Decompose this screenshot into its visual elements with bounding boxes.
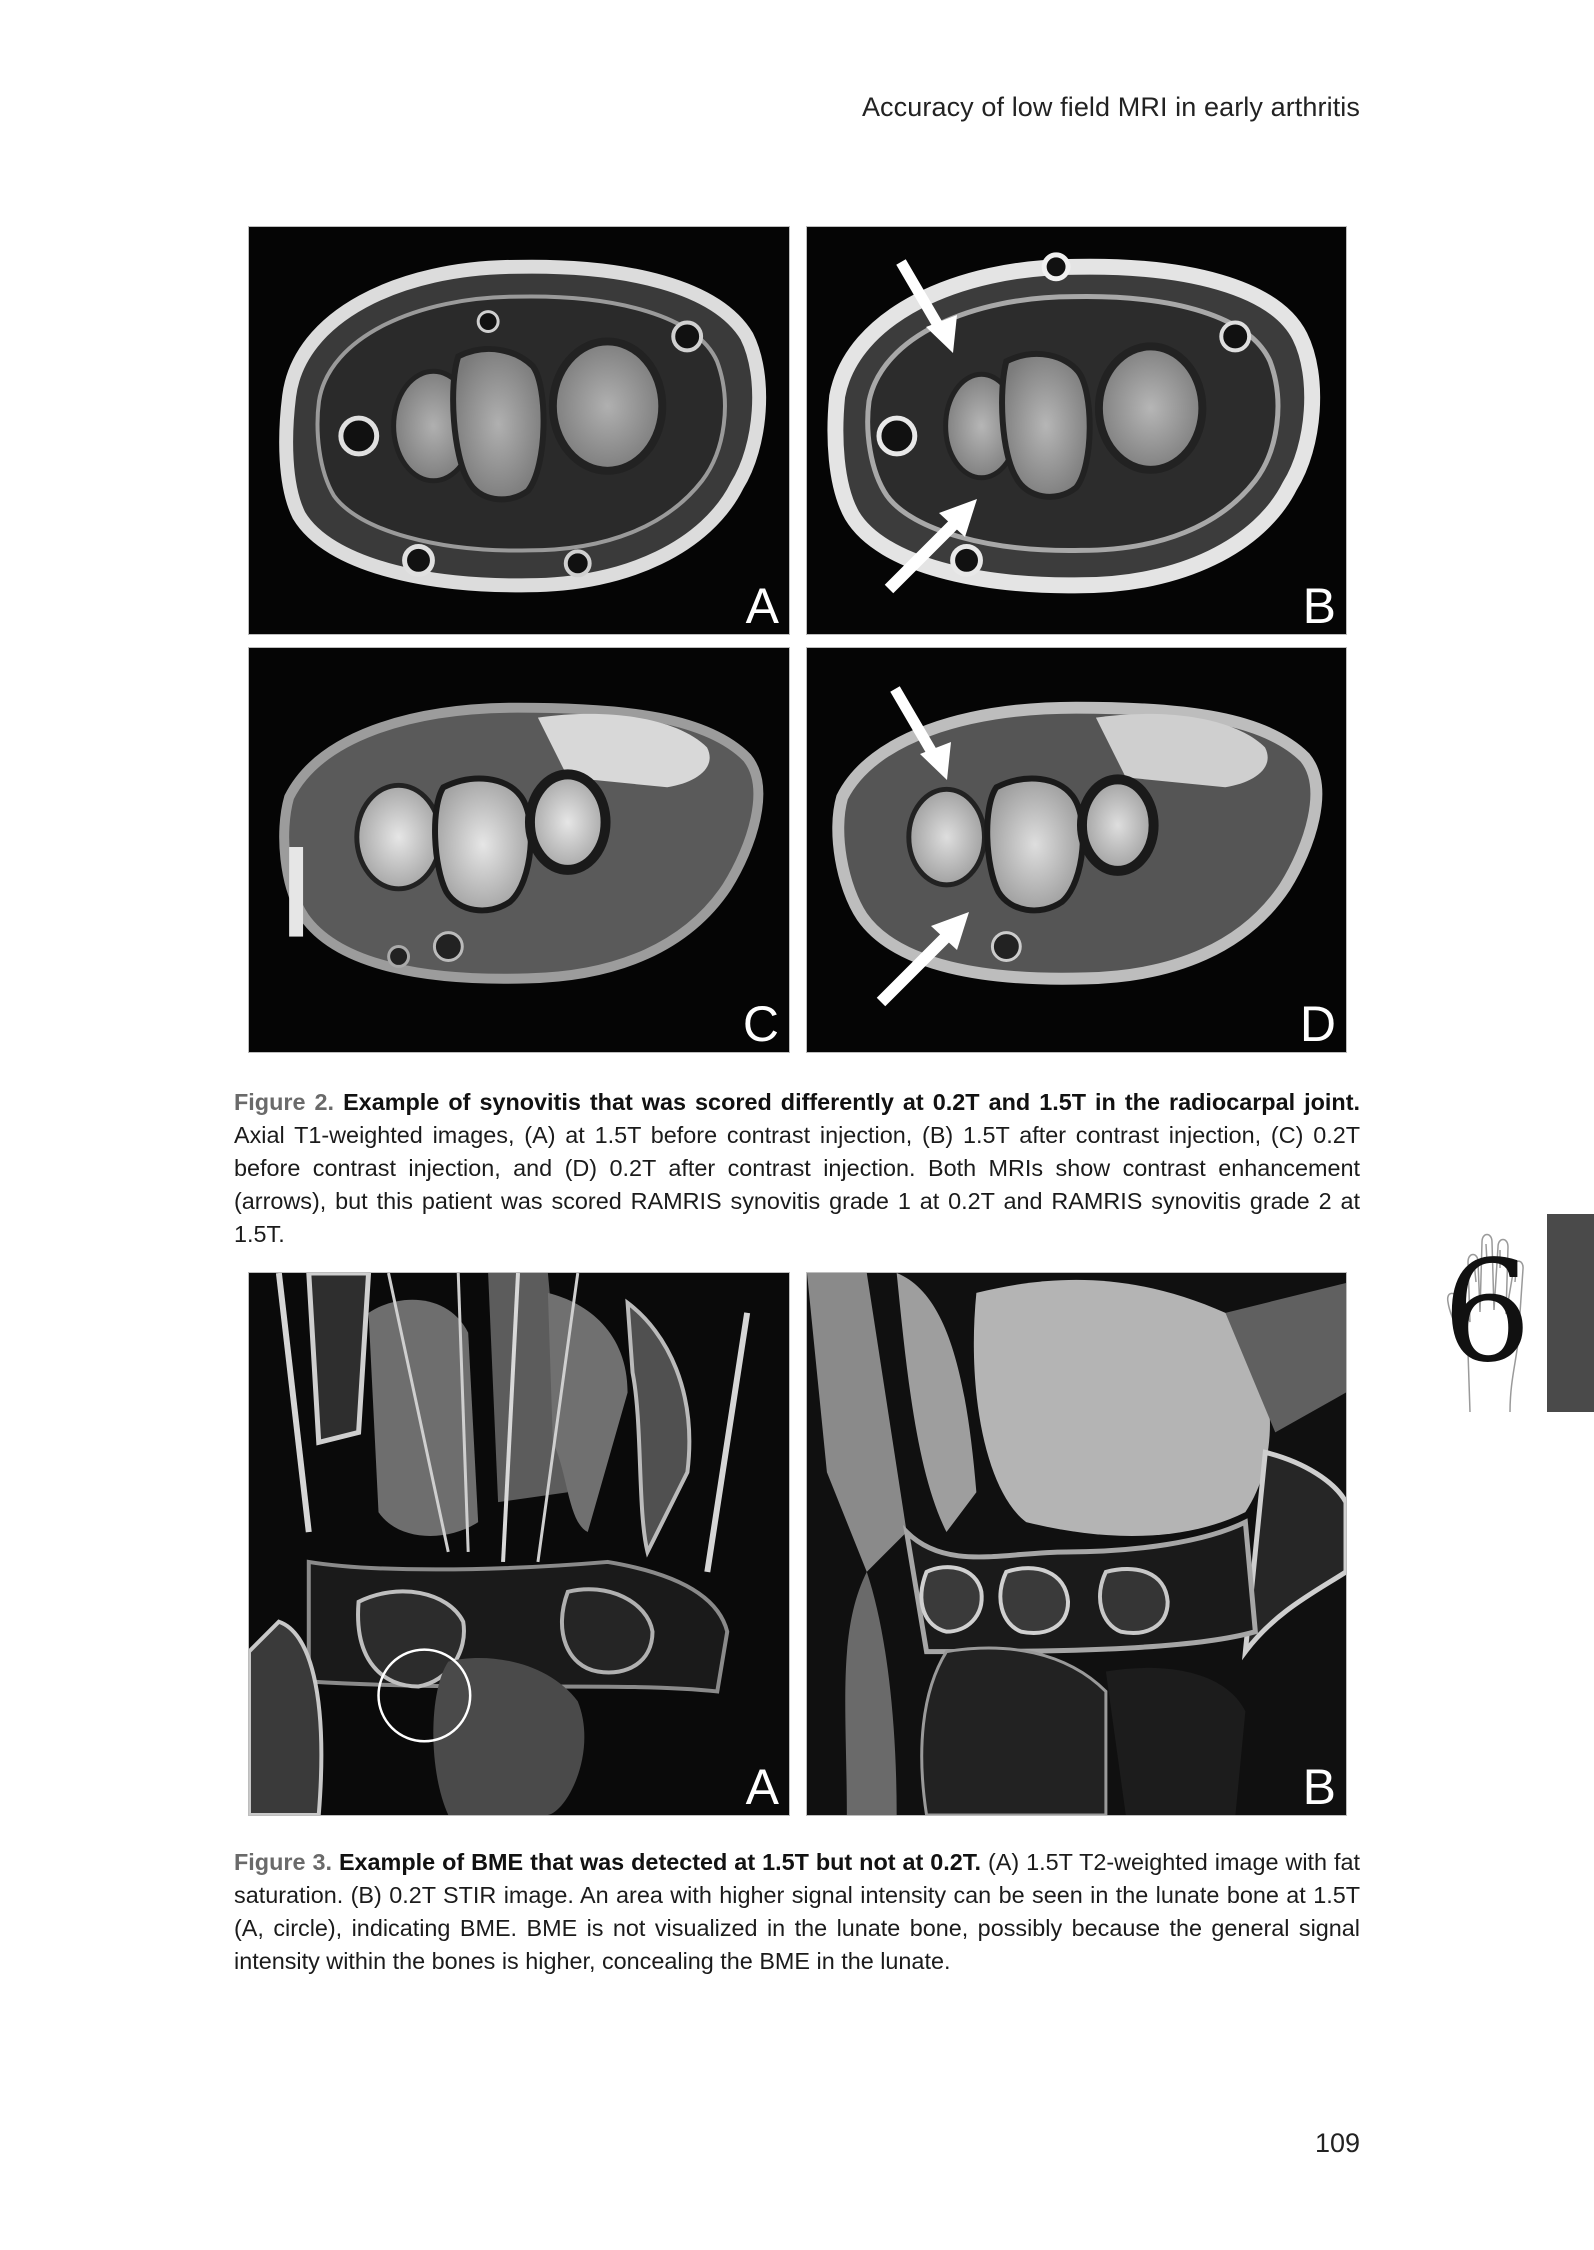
figure-body: Axial T1-weighted images, (A) at 1.5T before contrast injection, (B) 1.5T after contrast injection, (C) 0.2T before contrast injection, and (D) 0.2T after contrast injection. Both MRIs show contrast enhancement (arrows), but this patient was scored RAMRIS synovitis grade 1 at 0.2T and RAMRIS synovitis grade 2 at 1.5T. <box>234 1122 1360 1247</box>
mri-coronal-wrist-image <box>807 1273 1346 1815</box>
figure2-caption <box>234 1086 1360 1251</box>
running-head: Accuracy of low field MRI in early arthritis <box>861 92 1360 122</box>
mri-coronal-wrist-image <box>249 1273 789 1815</box>
mri-axial-wrist-image <box>249 227 789 634</box>
panel-label: A <box>745 1759 779 1815</box>
arrow-icon <box>877 489 987 599</box>
figure2-panel-d <box>806 647 1347 1053</box>
panel-label: B <box>1302 578 1336 634</box>
page-number: 109 <box>1314 2128 1360 2158</box>
figure3-panel-b <box>806 1272 1347 1816</box>
panel-label: C <box>742 996 779 1052</box>
figure-label: Figure 2. <box>234 1089 335 1115</box>
figure-title: Example of synovitis that was scored differently at 0.2T and 1.5T in the radiocarpal joint. <box>343 1089 1361 1115</box>
figure2-panel-b <box>806 226 1347 635</box>
arrow-icon <box>885 684 955 784</box>
panel-label: B <box>1302 1759 1336 1815</box>
mri-axial-wrist-image <box>249 648 789 1052</box>
arrow-icon <box>891 257 961 357</box>
chapter-number: 6 <box>1442 1231 1532 1394</box>
figure-label: Figure 3. <box>234 1849 332 1875</box>
figure3-panel-a <box>248 1272 790 1816</box>
arrow-icon <box>869 902 979 1012</box>
panel-label: A <box>745 578 779 634</box>
figure3-caption <box>234 1846 1360 1978</box>
figure2-panel-a <box>248 226 790 635</box>
chapter-thumb-tab <box>1547 1214 1594 1412</box>
panel-label: D <box>1299 996 1336 1052</box>
figure2-panel-c <box>248 647 790 1053</box>
figure-body: (A) 1.5T T2-weighted image with fat saturation. (B) 0.2T STIR image. An area with higher signal intensity can be seen in the lunate bone at 1.5T (A, circle), indicating BME. BME is not visualized in the lunate bone, possibly because the general signal intensity within the bones is higher, concealing the BME in the lunate. <box>234 1849 1361 1974</box>
figure-title: Example of BME that was detected at 1.5T but not at 0.2T. <box>338 1849 981 1875</box>
